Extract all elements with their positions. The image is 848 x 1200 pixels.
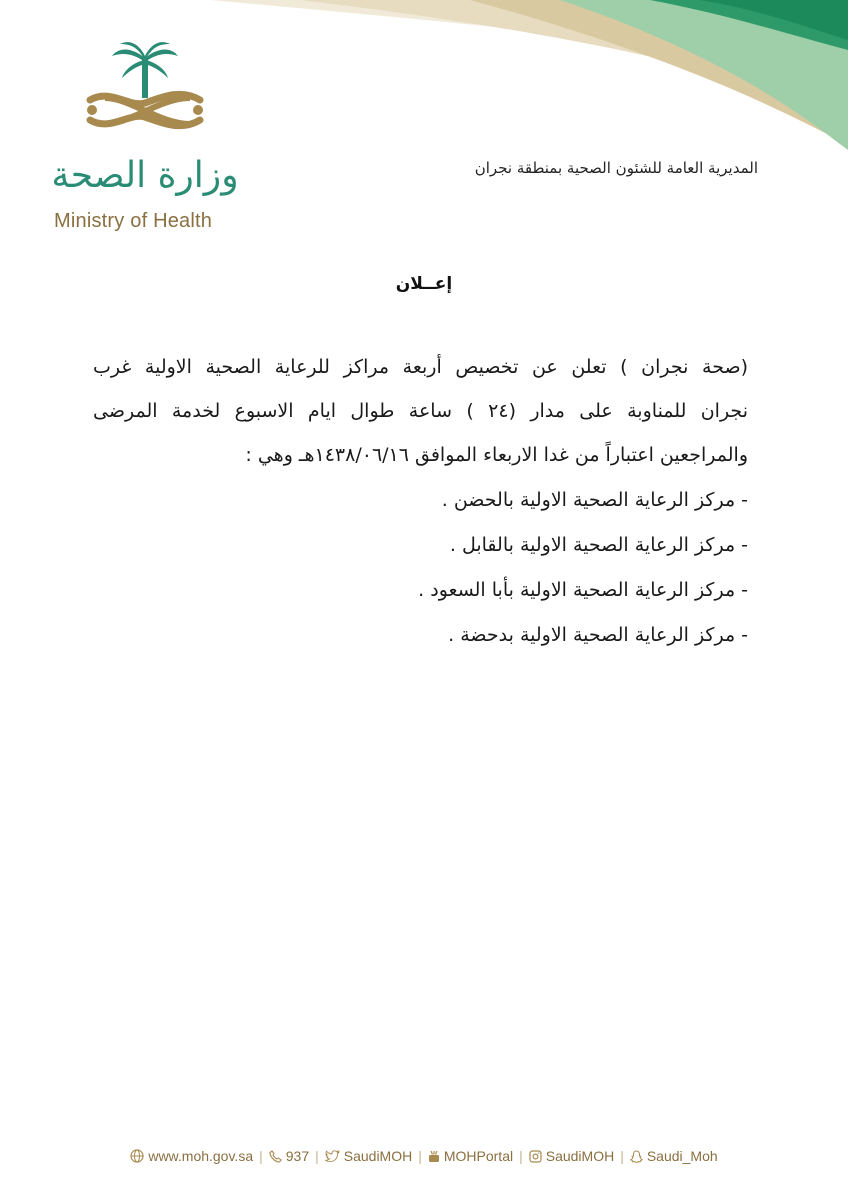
footer-twitter[interactable] [325, 1148, 412, 1164]
body-line: نجران للمناوبة على مدار (٢٤ ) ساعة طوال ايام الاسبوع لخدمة المرضى [93, 400, 748, 422]
instagram-text: SaudiMOH [545, 1148, 615, 1164]
list-bullet: - [741, 489, 748, 511]
list-item [148, 568, 748, 613]
list-item [148, 523, 748, 568]
list-bullet: - [741, 534, 748, 556]
body-line: (صحة نجران ) تعلن عن تخصيص أربعة مراكز للرعاية الصحية الاولية غرب [93, 356, 748, 378]
announcement-body [93, 345, 748, 477]
list-item [148, 478, 748, 523]
phone-text: 937 [285, 1148, 310, 1164]
phone-icon [269, 1150, 282, 1163]
footer-website[interactable] [130, 1148, 253, 1164]
list-bullet: - [741, 624, 748, 646]
youtube-text: MOHPortal [443, 1148, 514, 1164]
youtube-icon [428, 1150, 440, 1163]
list-item [148, 613, 748, 658]
website-text: www.moh.gov.sa [148, 1148, 254, 1164]
snapchat-ghost-icon [630, 1150, 643, 1163]
body-line: والمراجعين اعتباراً من غدا الاربعاء الموافق ١٤٣٨/٠٦/١٦هـ وهي : [245, 444, 748, 466]
logo-english-text: Ministry of Health [54, 210, 213, 232]
footer-snapchat[interactable] [630, 1148, 718, 1164]
health-centers-list [148, 478, 748, 658]
footer-phone[interactable] [269, 1148, 309, 1164]
directorate-name: المديرية العامة للشئون الصحية بمنطقة نجران [474, 159, 758, 177]
footer-contacts: www.moh.gov.sa | 937 | SaudiMOH | MOHPortal | SaudiMOH | Saudi_Moh [0, 1148, 848, 1164]
snapchat-text: Saudi_Moh [646, 1148, 718, 1164]
center-name: مركز الرعاية الصحية الاولية بدحضة . [448, 624, 736, 646]
globe-icon [130, 1149, 144, 1163]
twitter-text: SaudiMOH [343, 1148, 413, 1164]
ministry-logo [50, 38, 250, 232]
logo-arabic-text: وزارة الصحة [51, 155, 239, 196]
footer-instagram[interactable] [529, 1148, 614, 1164]
announcement-title: إعــلان [395, 274, 453, 294]
center-name: مركز الرعاية الصحية الاولية بأبا السعود . [418, 579, 736, 601]
center-name: مركز الرعاية الصحية الاولية بالحضن . [441, 489, 736, 511]
footer-youtube[interactable] [428, 1148, 513, 1164]
palm-swords-emblem-icon [50, 38, 250, 158]
list-bullet: - [741, 579, 748, 601]
twitter-bird-icon [325, 1150, 340, 1163]
instagram-icon [529, 1150, 542, 1163]
center-name: مركز الرعاية الصحية الاولية بالقابل . [449, 534, 736, 556]
